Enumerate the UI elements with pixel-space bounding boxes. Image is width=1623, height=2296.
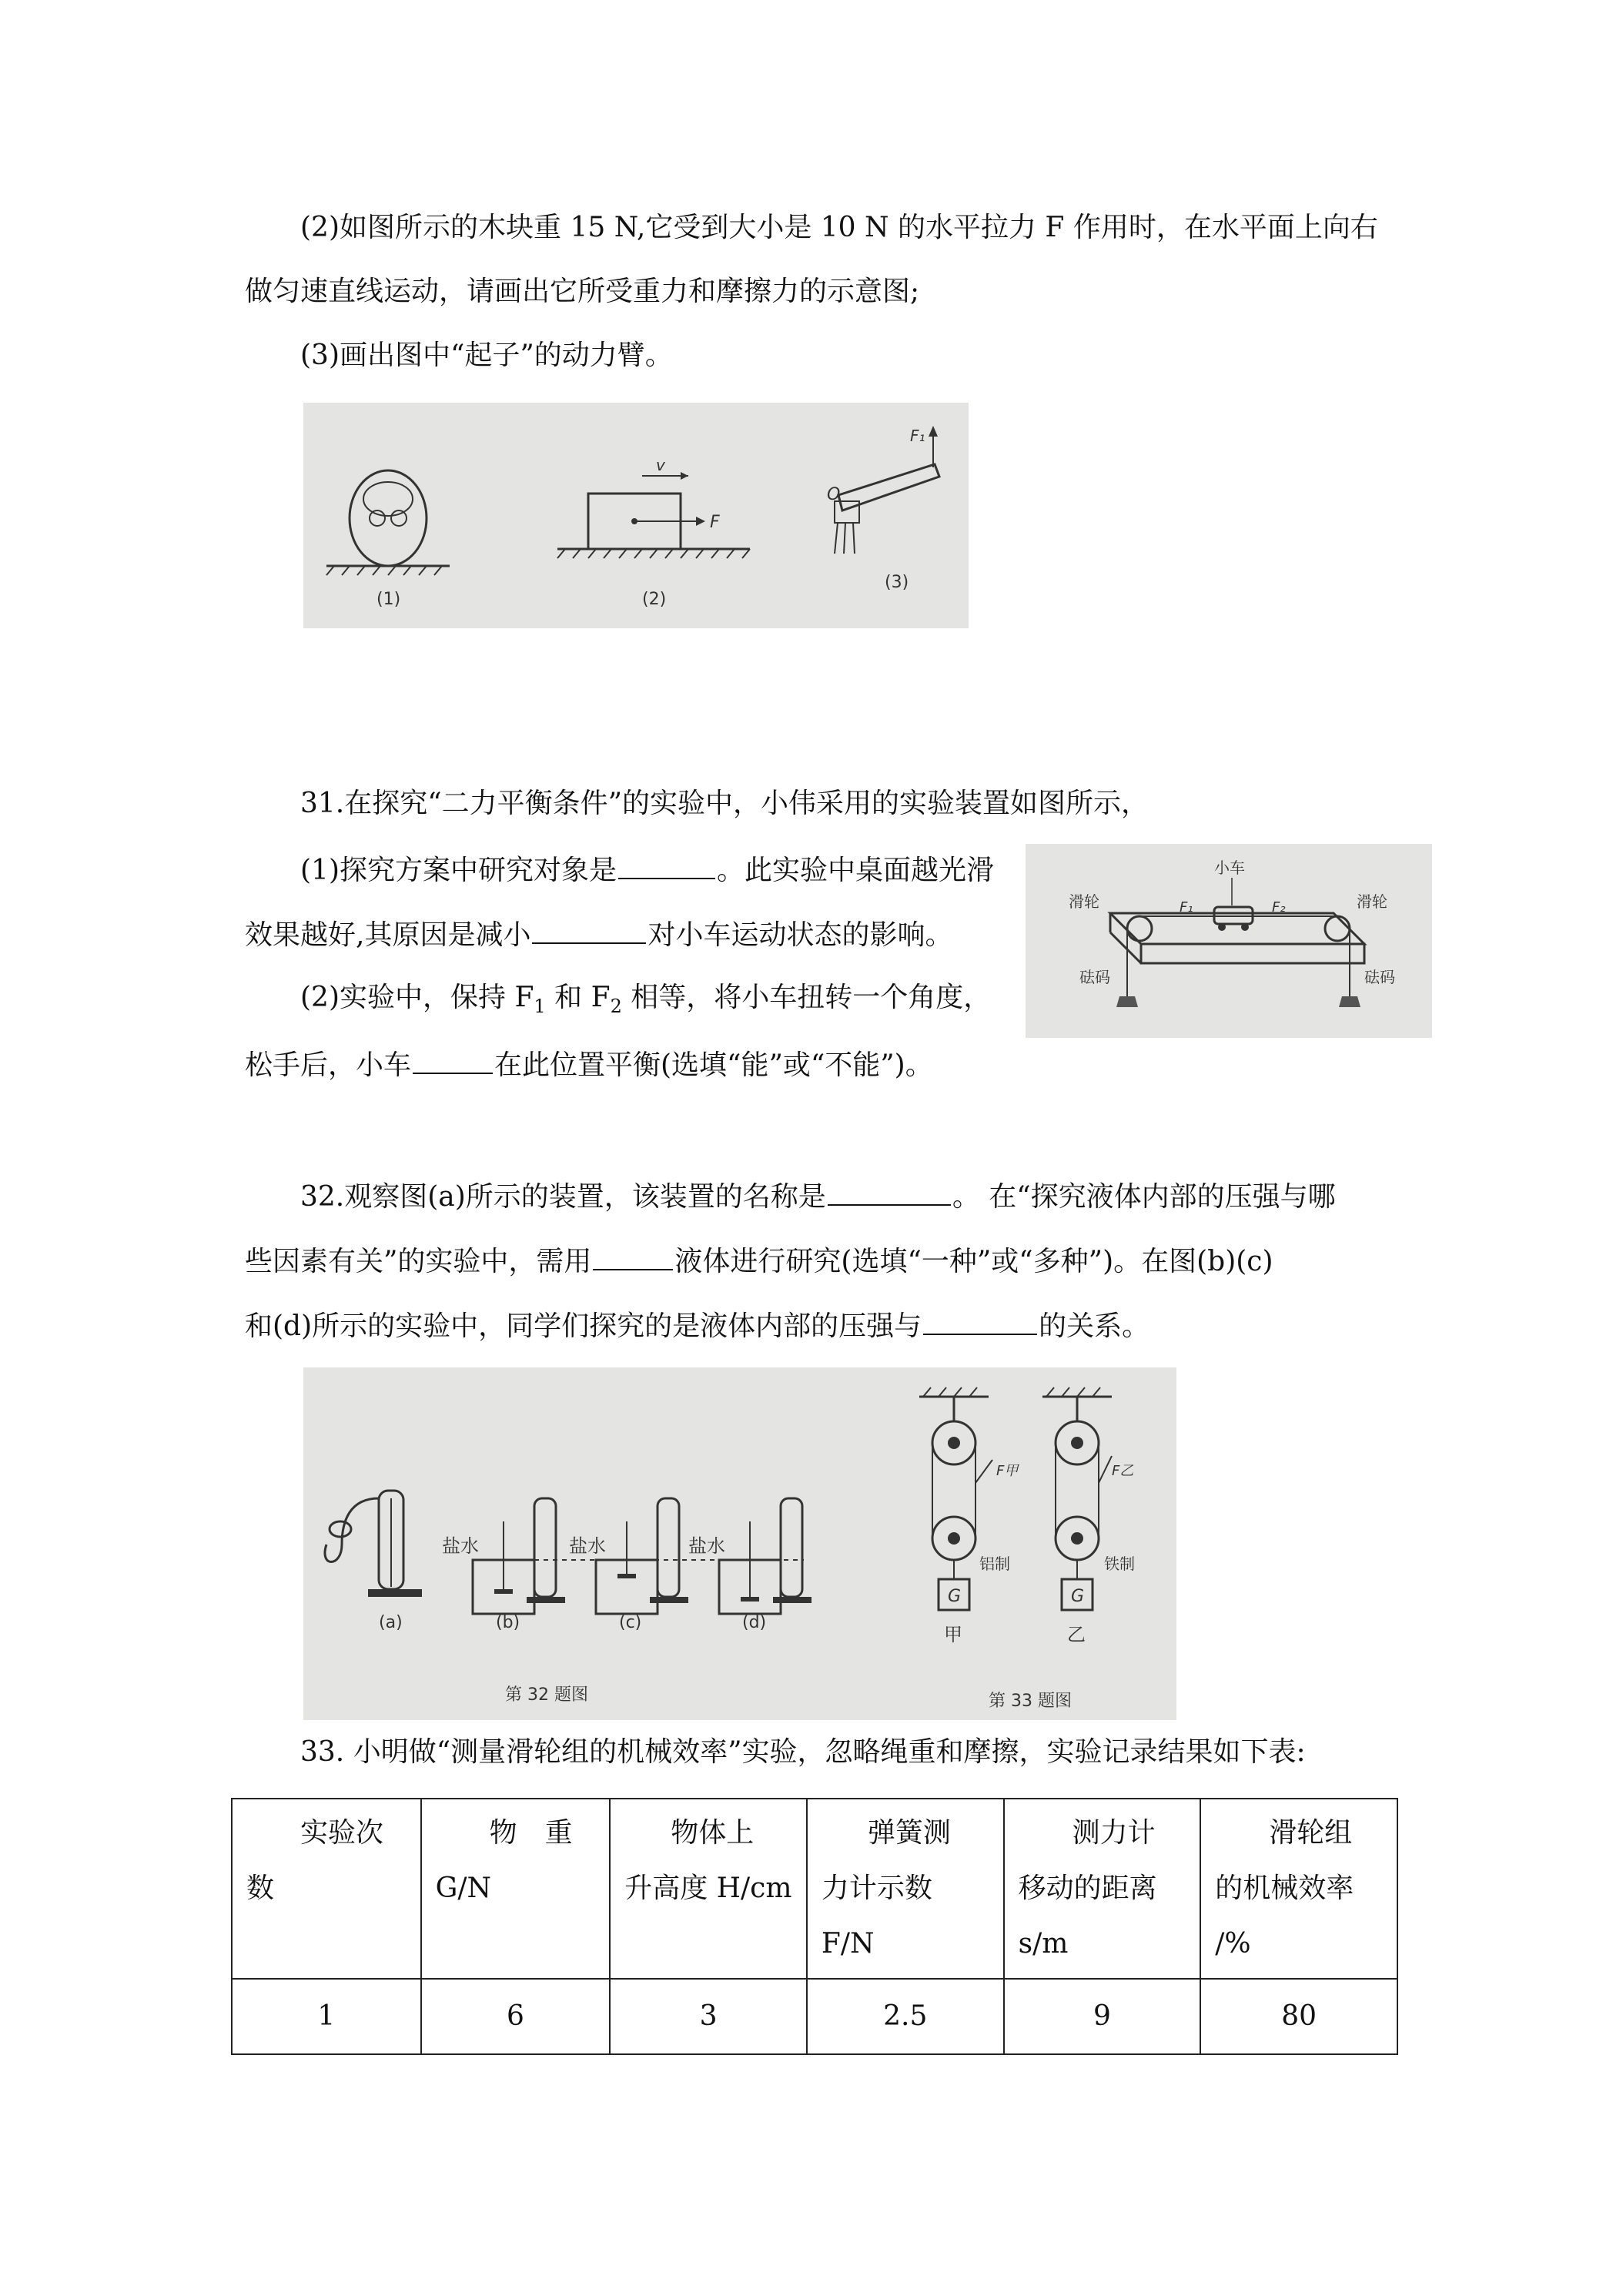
- table-header-cell: [232, 1799, 421, 1979]
- q30-part2-line2: 做匀速直线运动，请画出它所受重力和摩擦力的示意图;: [245, 276, 920, 307]
- q31-intro: 31.在探究“二力平衡条件”的实验中，小伟采用的实验装置如图所示，: [300, 788, 1149, 819]
- figure-label-2: (2): [642, 590, 667, 609]
- figure-pivot-label: O: [827, 485, 841, 504]
- fig-label-d: (d): [742, 1613, 767, 1632]
- q32-text-f: 的关系。: [1039, 1310, 1150, 1342]
- q31-figure: [1026, 844, 1432, 1038]
- q32-text-e: 和(d)所示的实验中，同学们探究的是液体内部的压强与: [245, 1310, 922, 1342]
- q30-part2-line1: (2)如图所示的木块重 15 N,它受到大小是 10 N 的水平拉力 F 作用时，在水平面上向右: [300, 212, 1378, 243]
- fig-force-jia: F甲: [996, 1463, 1019, 1479]
- q30-part3: (3)画出图中“起子”的动力臂。: [300, 340, 673, 371]
- fig-material-al: 铝制: [979, 1555, 1010, 1573]
- q32-text-d: 液体进行研究(选填“一种”或“多种”)。在图(b)(c): [674, 1246, 1273, 1277]
- fig-label-b: (b): [496, 1613, 520, 1632]
- fig-label-c: (c): [619, 1613, 642, 1632]
- q31-fig-weight-left-label: 砝码: [1079, 968, 1110, 986]
- table-cell: 3: [610, 1979, 807, 2054]
- fig-label-yi: 乙: [1067, 1624, 1086, 1645]
- q31-text-h: 松手后，小车: [245, 1049, 412, 1081]
- pulley-left-icon: [1127, 916, 1152, 941]
- q31-text-f: 和 F: [545, 982, 611, 1013]
- fig-label-jia: 甲: [944, 1624, 962, 1645]
- figure-velocity-label: v: [656, 456, 665, 474]
- pulley-right-icon: [1325, 916, 1350, 941]
- table-header-cell: [1200, 1799, 1397, 1979]
- q32-blank-2[interactable]: [593, 1241, 673, 1270]
- q31-text-i: 在此位置平衡(选填“能”或“不能”)。: [494, 1049, 933, 1081]
- q31-blank-2[interactable]: [532, 915, 646, 944]
- q31-fig-weight-right-label: 砝码: [1364, 968, 1395, 986]
- weight-right-icon: [1339, 996, 1360, 1007]
- beaker-b: [473, 1498, 565, 1614]
- q31-fig-car-label: 小车: [1214, 858, 1245, 877]
- q31-blank-1[interactable]: [618, 850, 715, 879]
- header-3-line-1: 力计示数 F/N: [821, 1873, 932, 1960]
- q32-text-c: 些因素有关”的实验中，需用: [245, 1246, 592, 1277]
- q31-fig-pulley-left-label: 滑轮: [1069, 892, 1099, 911]
- q31-part2-line2: [245, 1045, 933, 1084]
- q31-text-e: (2)实验中，保持 F: [300, 982, 534, 1013]
- q32-text-b: 。 在“探究液体内部的压强与哪: [952, 1181, 1336, 1213]
- header-5-line-1: 的机械效率: [1215, 1873, 1354, 1904]
- table-cell: 80: [1200, 1979, 1397, 2054]
- table-header-cell: [421, 1799, 611, 1979]
- q32-line3: [245, 1306, 1149, 1345]
- table-header-cell: [610, 1799, 807, 1979]
- figure-label-3: (3): [885, 573, 909, 592]
- q32-blank-1[interactable]: [828, 1176, 951, 1206]
- fig-caption-32: 第 32 题图: [505, 1685, 588, 1705]
- q31-text-c: 效果越好,其原因是减小: [245, 919, 531, 951]
- fig-force-yi: F乙: [1112, 1463, 1134, 1479]
- table-cell: 6: [421, 1979, 611, 2054]
- table-header-cell: [807, 1799, 1004, 1979]
- table-header-cell: [1004, 1799, 1201, 1979]
- q31-text-g: 相等，将小车扭转一个角度，: [621, 982, 992, 1013]
- table-cell: 1: [232, 1979, 421, 2054]
- fig-saltwater-d: 盐水: [688, 1535, 725, 1557]
- table-row: [232, 1979, 1397, 2054]
- q31-blank-3[interactable]: [413, 1045, 493, 1074]
- header-1-line-0: 物 重: [489, 1817, 573, 1849]
- figure-label-1: (1): [376, 590, 401, 609]
- fig-weight-jia: G: [948, 1587, 962, 1606]
- table-header-row: [232, 1799, 1397, 1979]
- pulley-system-yi: [1042, 1387, 1112, 1610]
- beaker-c: [596, 1498, 688, 1614]
- header-0-line-1: 数: [246, 1873, 275, 1904]
- results-table: [231, 1798, 1398, 2055]
- beaker-d: [719, 1498, 812, 1614]
- header-5-line-0: 滑轮组: [1269, 1817, 1353, 1849]
- table-cell: 9: [1004, 1979, 1201, 2054]
- q31-part1-line1: [300, 850, 994, 889]
- fig-material-fe: 铁制: [1104, 1555, 1135, 1573]
- pulley-system-jia: [919, 1387, 992, 1610]
- header-0-line-0: 实验次: [300, 1817, 384, 1849]
- q31-fig-pulley-right-label: 滑轮: [1357, 892, 1387, 911]
- figure-part2-block: [557, 472, 750, 558]
- fig-label-a: (a): [379, 1613, 403, 1632]
- fig-caption-33: 第 33 题图: [989, 1692, 1072, 1711]
- header-5-line-2: /%: [1215, 1928, 1251, 1960]
- header-4-line-2: s/m: [1018, 1928, 1069, 1960]
- q31-sub-2: 2: [610, 996, 622, 1018]
- manometer-a: [325, 1491, 422, 1597]
- fig-saltwater-c: 盐水: [569, 1535, 606, 1557]
- table-cell: 2.5: [807, 1979, 1004, 2054]
- figure-force-label: F: [710, 513, 720, 532]
- q30-figure: [303, 403, 969, 628]
- figure-f1-label: F₁: [910, 427, 925, 445]
- header-3-line-0: 弹簧测: [867, 1817, 951, 1849]
- q31-text-b: 。此实验中桌面越光滑: [717, 855, 995, 886]
- q32-line2: [245, 1241, 1273, 1280]
- header-2-line-1: 升高度 H/cm: [624, 1873, 792, 1904]
- q32-q33-figure: [303, 1367, 1176, 1720]
- fig-weight-yi: G: [1071, 1587, 1085, 1606]
- q31-fig-f1-label: F₁: [1180, 899, 1193, 915]
- q31-text-d: 对小车运动状态的影响。: [648, 919, 953, 951]
- q32-line1: [300, 1176, 1336, 1216]
- figure-part1-object: [326, 470, 450, 575]
- q32-text-a: 32.观察图(a)所示的装置，该装置的名称是: [300, 1181, 826, 1213]
- header-4-line-1: 移动的距离: [1018, 1873, 1157, 1904]
- header-4-line-0: 测力计: [1072, 1817, 1156, 1849]
- q32-blank-3[interactable]: [923, 1306, 1037, 1335]
- header-1-line-1: G/N: [435, 1873, 491, 1904]
- q31-text-a: (1)探究方案中研究对象是: [300, 855, 617, 886]
- q31-fig-f2-label: F₂: [1272, 899, 1286, 915]
- q33-intro: 33. 小明做“测量滑轮组的机械效率”实验，忽略绳重和摩擦，实验记录结果如下表:: [300, 1736, 1306, 1768]
- weight-left-icon: [1116, 996, 1138, 1007]
- q31-sub-1: 1: [534, 996, 546, 1018]
- fig-saltwater-b: 盐水: [442, 1535, 479, 1557]
- q31-part2-line1: [300, 979, 991, 1025]
- q31-part1-line2: [245, 915, 952, 954]
- header-2-line-0: 物体上: [671, 1817, 755, 1849]
